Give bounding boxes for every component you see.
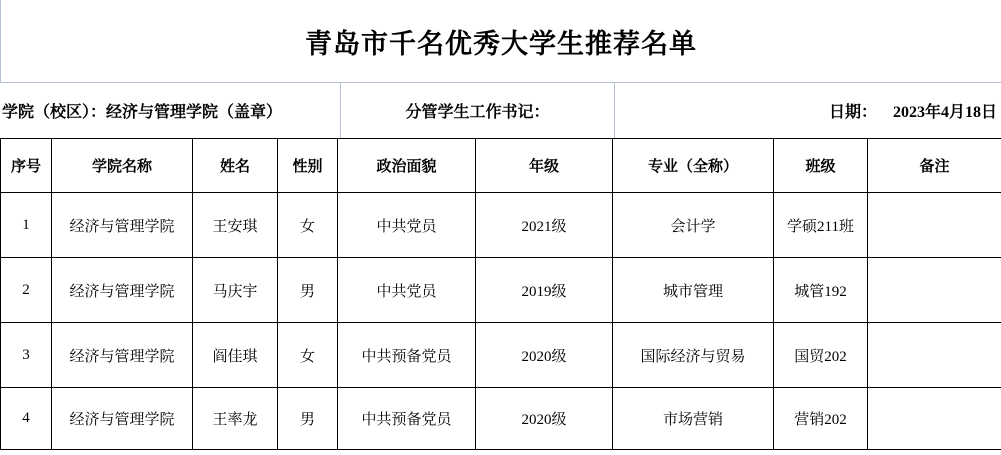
table-cell: 中共预备党员: [338, 388, 476, 450]
table-cell: 中共预备党员: [338, 323, 476, 388]
column-header: 性别: [278, 139, 338, 193]
table-body: [1, 193, 1001, 450]
table-cell: 3: [1, 323, 52, 388]
table-cell: 2020级: [476, 323, 613, 388]
table-cell: 男: [278, 388, 338, 450]
column-header: 政治面貌: [338, 139, 476, 193]
date-label: 日期：: [828, 104, 877, 121]
table-cell: 1: [1, 193, 52, 258]
table-cell: 女: [278, 323, 338, 388]
column-header: 班级: [774, 139, 868, 193]
table-cell: 2019级: [476, 258, 613, 323]
date-field: [615, 83, 1001, 138]
table-cell: 中共党员: [338, 258, 476, 323]
table-cell: [868, 258, 1001, 323]
table-cell: [868, 388, 1001, 450]
table-cell: 市场营销: [613, 388, 774, 450]
secretary-field: 分管学生工作书记：: [341, 83, 615, 138]
column-header: 年级: [476, 139, 613, 193]
column-header: 专业（全称）: [613, 139, 774, 193]
info-row: [0, 83, 1001, 138]
table-cell: 经济与管理学院: [52, 258, 193, 323]
table-cell: 城管192: [774, 258, 868, 323]
table-cell: 城市管理: [613, 258, 774, 323]
college-field: 学院（校区）：经济与管理学院（盖章）: [0, 83, 341, 138]
table-cell: 国贸202: [774, 323, 868, 388]
table-cell: 经济与管理学院: [52, 388, 193, 450]
table-cell: 经济与管理学院: [52, 193, 193, 258]
table-cell: 王率龙: [193, 388, 278, 450]
recommendation-table: [0, 138, 1001, 450]
table-cell: 女: [278, 193, 338, 258]
header-row: [1, 139, 1001, 193]
table-cell: 中共党员: [338, 193, 476, 258]
table-cell: 4: [1, 388, 52, 450]
table-cell: 国际经济与贸易: [613, 323, 774, 388]
column-header: 序号: [1, 139, 52, 193]
table-row: [1, 323, 1001, 388]
table-cell: [868, 323, 1001, 388]
date-value: 2023年4月18日: [892, 104, 997, 121]
table-cell: 2: [1, 258, 52, 323]
table-cell: 2021级: [476, 193, 613, 258]
table-row: [1, 193, 1001, 258]
table-cell: 学硕211班: [774, 193, 868, 258]
document-title: 青岛市千名优秀大学生推荐名单: [0, 0, 1001, 83]
table-cell: [868, 193, 1001, 258]
table-row: [1, 388, 1001, 450]
table-cell: 2020级: [476, 388, 613, 450]
table-cell: 马庆宇: [193, 258, 278, 323]
table-cell: 会计学: [613, 193, 774, 258]
table-cell: 男: [278, 258, 338, 323]
table-cell: 营销202: [774, 388, 868, 450]
column-header: 备注: [868, 139, 1001, 193]
table-row: [1, 258, 1001, 323]
table-cell: 经济与管理学院: [52, 323, 193, 388]
table-cell: 王安琪: [193, 193, 278, 258]
table-cell: 阎佳琪: [193, 323, 278, 388]
column-header: 学院名称: [52, 139, 193, 193]
column-header: 姓名: [193, 139, 278, 193]
